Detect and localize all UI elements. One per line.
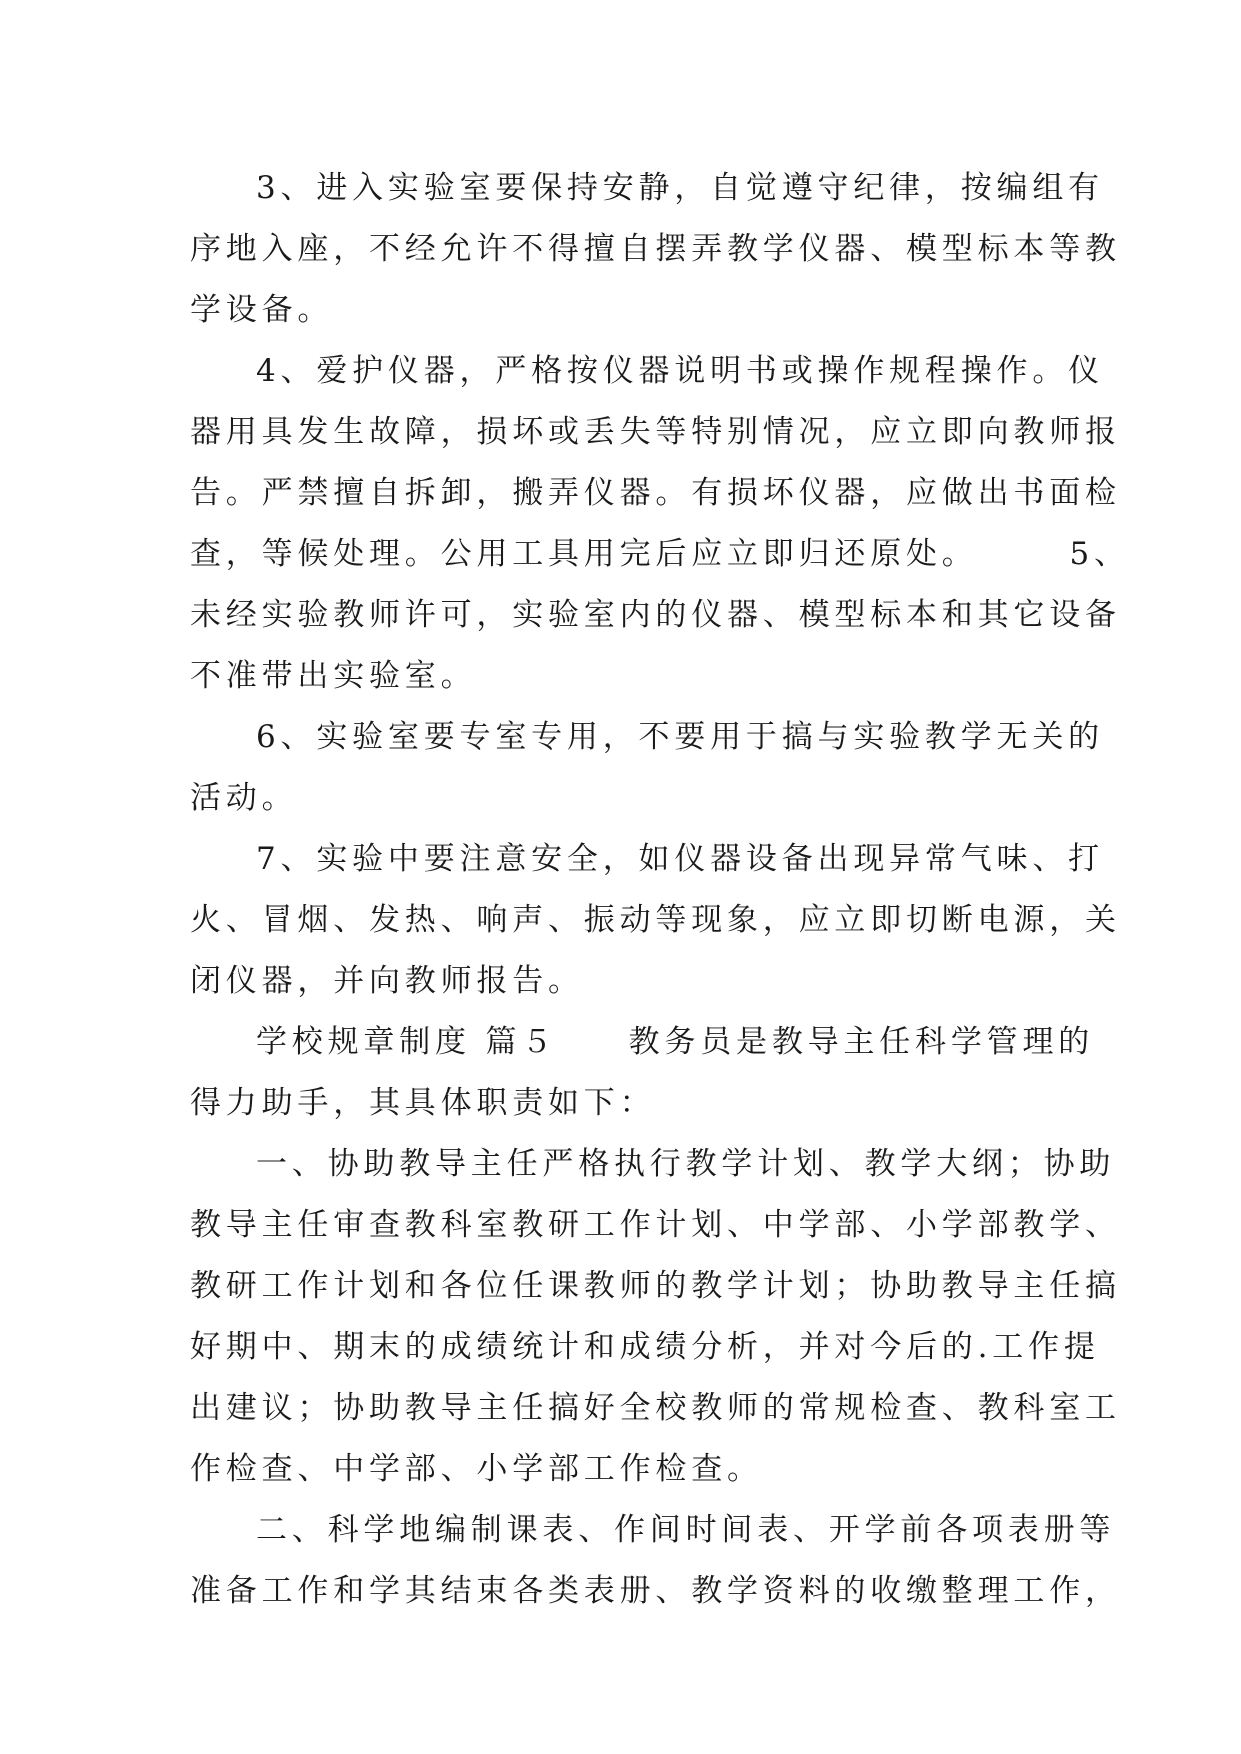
text-line: 学设备。 [190,292,334,328]
document-body [190,158,1130,1622]
text-line: 序地入座，不经允许不得擅自摆弄教学仪器、模型标本等教 [190,231,1121,267]
text-line: 准备工作和学其结束各类表册、教学资料的收缴整理工作， [190,1573,1121,1609]
text-line: 6、实验室要专室专用，不要用于搞与实验教学无关的 [256,719,1104,755]
text-line: 活动。 [190,780,298,816]
text-line: 好期中、期末的成绩统计和成绩分析，并对今后的.工作提 [190,1329,1100,1365]
text-line: 不准带出实验室。 [190,658,477,694]
text-line: 作检查、中学部、小学部工作检查。 [190,1451,763,1487]
text-line: 4、爱护仪器，严格按仪器说明书或操作规程操作。仪 [256,353,1104,389]
text-line: 一、协助教导主任严格执行教学计划、教学大纲；协助 [256,1146,1116,1182]
section-heading-line: 学校规章制度 篇５ 教务员是教导主任科学管理的 [256,1024,1095,1060]
text-line: 得力助手，其具体职责如下： [190,1085,656,1121]
text-line: 火、冒烟、发热、响声、振动等现象，应立即切断电源，关 [190,902,1121,938]
text-line: 未经实验教师许可，实验室内的仪器、模型标本和其它设备 [190,597,1121,633]
text-line: 教研工作计划和各位任课教师的教学计划；协助教导主任搞 [190,1268,1121,1304]
text-line: 器用具发生故障，损坏或丢失等特别情况，应立即向教师报 [190,414,1121,450]
text-line: 查，等候处理。公用工具用完后应立即归还原处。 5、 [190,536,1130,572]
text-line: 3、进入实验室要保持安静，自觉遵守纪律，按编组有 [256,170,1104,206]
text-line: 告。严禁擅自拆卸，搬弄仪器。有损坏仪器，应做出书面检 [190,475,1121,511]
text-line: 闭仪器，并向教师报告。 [190,963,584,999]
text-line: 二、科学地编制课表、作间时间表、开学前各项表册等 [256,1512,1116,1548]
text-line: 出建议；协助教导主任搞好全校教师的常规检查、教科室工 [190,1390,1121,1426]
text-line: 7、实验中要注意安全，如仪器设备出现异常气味、打 [256,841,1104,877]
text-line: 教导主任审查教科室教研工作计划、中学部、小学部教学、 [190,1207,1121,1243]
